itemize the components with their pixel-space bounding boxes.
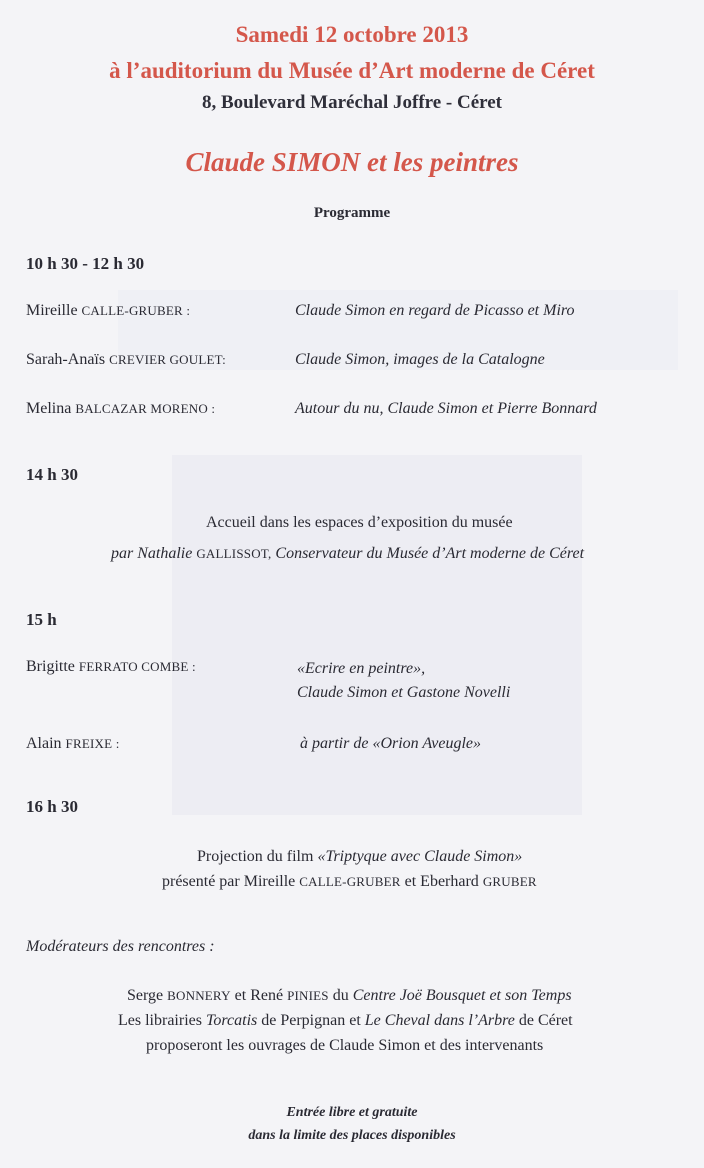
speaker-last-name: BALCAZAR MORENO :: [75, 401, 216, 416]
programme-heading: Programme: [313, 205, 391, 221]
moderators-label: Modérateurs des rencontres :: [26, 938, 215, 955]
moderator-du: du: [332, 987, 349, 1004]
presenter-last-name-2: GRUBER: [482, 874, 537, 889]
speaker-last-name: FREIXE :: [65, 736, 120, 751]
talk-title: Claude Simon en regard de Picasso et Miro: [295, 302, 575, 319]
talk-title: à partir de «Orion Aveugle»: [300, 735, 482, 752]
welcome-line: Accueil dans les espaces d’exposition du musée: [206, 514, 513, 531]
moderator-org: Centre Joë Bousquet et son Temps: [352, 987, 572, 1004]
talk-title: Autour du nu, Claude Simon et Pierre Bonnard: [295, 400, 597, 417]
speaker-name: [26, 658, 196, 676]
moderators-line: [127, 987, 572, 1005]
film-presenters-line: [162, 873, 537, 891]
event-address: 8, Boulevard Maréchal Joffre - Céret: [201, 92, 503, 113]
speaker-first-name: Sarah-Anaïs: [26, 351, 106, 368]
session-time: 14 h 30: [26, 465, 78, 484]
bookshops-line: [118, 1012, 573, 1030]
moderator-last-2: PINIES: [287, 988, 329, 1003]
talk-title: Claude Simon, images de la Catalogne: [295, 351, 545, 368]
bookshop-2: Le Cheval dans l’Arbre: [364, 1012, 515, 1029]
speaker-first-name: Brigitte: [26, 658, 75, 675]
host-prefix: par Nathalie: [111, 545, 193, 562]
bookshops-note: proposeront les ouvrages de Claude Simon et des intervenants: [146, 1037, 544, 1054]
host-role: Conservateur du Musée d’Art moderne de Céret: [275, 545, 585, 562]
talk-title-line2: Claude Simon et Gastone Novelli: [297, 684, 511, 701]
bookshop-2-city: de Céret: [518, 1012, 573, 1029]
speaker-name: [26, 351, 226, 369]
moderator-last: BONNERY: [167, 988, 231, 1003]
speaker-last-name: CREVIER GOULET:: [109, 352, 226, 367]
speaker-name: [26, 400, 215, 418]
speaker-first-name: Mireille: [26, 302, 78, 319]
speaker-name: [26, 302, 190, 320]
speaker-first-name: Alain: [26, 735, 62, 752]
event-title: Claude SIMON et les peintres: [185, 147, 519, 177]
film-title: «Triptyque avec Claude Simon»: [317, 848, 523, 865]
presenter-last-name: CALLE-GRUBER: [299, 874, 401, 889]
bookshops-intro: Les librairies: [118, 1012, 202, 1029]
speaker-name: [26, 735, 120, 753]
session-time: 10 h 30 - 12 h 30: [26, 254, 145, 273]
bookshop-1: Torcatis: [205, 1012, 258, 1029]
host-last-name: GALLISSOT,: [196, 546, 272, 561]
bleed-through-block: [172, 455, 585, 815]
presented-by: présenté par Mireille: [162, 873, 296, 890]
moderator-first: Serge: [127, 987, 164, 1004]
bookshop-1-city: de Perpignan et: [261, 1012, 361, 1029]
entry-info: Entrée libre et gratuite: [286, 1105, 418, 1120]
speaker-first-name: Melina: [26, 400, 72, 417]
event-date: Samedi 12 octobre 2013: [235, 22, 469, 47]
speaker-last-name: CALLE-GRUBER :: [81, 303, 191, 318]
session-time: 16 h 30: [26, 797, 78, 816]
speaker-last-name: FERRATO COMBE :: [78, 659, 196, 674]
presenter-conj: et Eberhard: [404, 873, 479, 890]
film-intro: Projection du film: [197, 848, 314, 865]
film-line: [197, 848, 522, 866]
moderator-conj: et René: [234, 987, 284, 1004]
session-time: 15 h: [26, 610, 57, 629]
welcome-host-line: [111, 545, 584, 563]
event-venue: à l’auditorium du Musée d’Art moderne de Céret: [109, 58, 595, 83]
talk-title-line1: «Ecrire en peintre»,: [297, 660, 426, 677]
entry-limit: dans la limite des places disponibles: [248, 1128, 456, 1143]
